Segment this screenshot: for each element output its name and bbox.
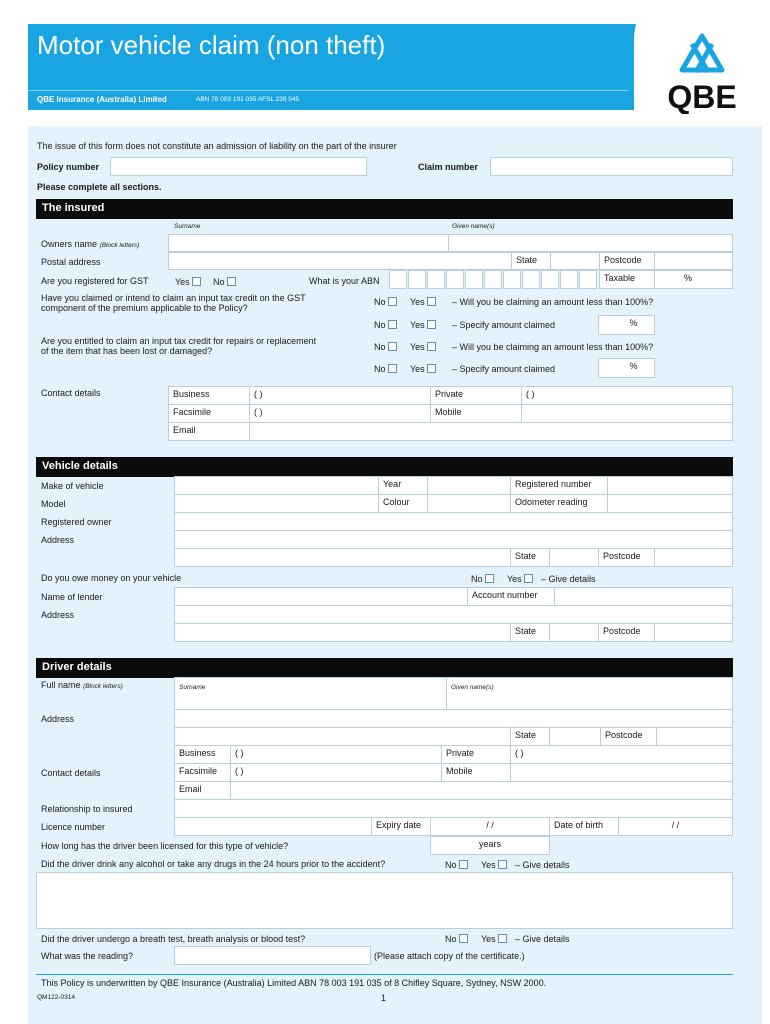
- itc2-yes-checkbox[interactable]: [427, 342, 436, 351]
- driver-private-input[interactable]: ( ): [510, 745, 733, 764]
- given-names-header: Given name(s): [452, 223, 495, 230]
- itc1-no[interactable]: No: [374, 297, 397, 307]
- qbe-logo-icon: [664, 32, 740, 114]
- vehicle-state-label: State: [510, 548, 550, 567]
- driver-business-label: Business: [174, 745, 231, 764]
- insurer-abn: ABN 78 003 191 035 AFSL 239 545: [196, 96, 300, 103]
- insured-business-label: Business: [168, 386, 250, 405]
- vehicle-postcode-input[interactable]: [654, 548, 733, 567]
- itc1-yes[interactable]: Yes: [410, 297, 436, 307]
- driver-address-input-2[interactable]: [174, 727, 511, 746]
- relationship-input[interactable]: [174, 799, 733, 818]
- itc1-amount-input[interactable]: %: [598, 315, 655, 335]
- state-label: State: [511, 252, 551, 270]
- insured-private-input[interactable]: ( ): [521, 386, 733, 405]
- itc2-yes[interactable]: Yes: [410, 342, 436, 352]
- itc-question-1-cont: component of the premium applicable to the Policy?: [41, 303, 248, 313]
- itc2-no[interactable]: No: [374, 342, 397, 352]
- reg-number-label: Registered number: [510, 476, 608, 495]
- breath-question: Did the driver undergo a breath test, breath analysis or blood test?: [41, 934, 306, 944]
- itc1-no-checkbox[interactable]: [388, 297, 397, 306]
- postcode-label: Postcode: [599, 252, 655, 270]
- colour-label: Colour: [378, 494, 428, 513]
- gst-yes[interactable]: Yes: [175, 277, 201, 287]
- lender-label: Name of lender: [41, 592, 103, 602]
- colour-input[interactable]: [427, 494, 511, 513]
- drink-yes-checkbox[interactable]: [498, 860, 507, 869]
- insured-contact-label: Contact details: [41, 388, 101, 398]
- postcode-input[interactable]: [654, 252, 733, 270]
- lender-address-input[interactable]: [174, 605, 733, 624]
- lender-postcode-label: Postcode: [598, 623, 655, 642]
- abn-digit-2[interactable]: [408, 270, 426, 289]
- insured-mobile-label: Mobile: [430, 404, 522, 423]
- vehicle-state-input[interactable]: [549, 548, 599, 567]
- claim-number-label: Claim number: [418, 162, 479, 172]
- section-vehicle-details: Vehicle details: [36, 457, 733, 477]
- drink-yes[interactable]: Yes: [481, 860, 507, 870]
- state-input[interactable]: [550, 252, 600, 270]
- form-code: QM122-0314: [37, 994, 75, 1001]
- odometer-input[interactable]: [607, 494, 733, 513]
- odometer-label: Odometer reading: [510, 494, 608, 513]
- owners-name-label: Owners name (Block letters): [41, 239, 140, 249]
- driver-mobile-label: Mobile: [441, 763, 511, 782]
- itc1b-yes-checkbox[interactable]: [427, 320, 436, 329]
- lender-state-label: State: [510, 623, 550, 642]
- insured-mobile-input[interactable]: [521, 404, 733, 423]
- reg-number-input[interactable]: [607, 476, 733, 495]
- licensed-question: How long has the driver been licensed for this type of vehicle?: [41, 841, 289, 851]
- instruction-text: Please complete all sections.: [37, 182, 162, 192]
- driver-state-input[interactable]: [549, 727, 601, 746]
- abn-digit-6[interactable]: [484, 270, 502, 289]
- driver-given-names-input[interactable]: [446, 677, 733, 710]
- postal-address-label: Postal address: [41, 257, 101, 267]
- section-the-insured: The insured: [36, 199, 733, 219]
- insured-fax-input[interactable]: ( ): [249, 404, 431, 423]
- insured-email-input[interactable]: [249, 422, 733, 441]
- itc2-no-checkbox[interactable]: [388, 342, 397, 351]
- itc2b-yes[interactable]: Yes: [410, 364, 436, 374]
- taxable-percent-input[interactable]: %: [654, 270, 733, 289]
- itc-question-2: Are you entitled to claim an input tax credit for repairs or replacement: [41, 336, 317, 346]
- claim-number-input[interactable]: [490, 157, 733, 176]
- relationship-label: Relationship to insured: [41, 804, 133, 814]
- reg-owner-input[interactable]: [174, 512, 733, 531]
- abn-digit-9[interactable]: [541, 270, 559, 289]
- section-driver-details: Driver details: [36, 658, 733, 678]
- itc1-less-question: – Will you be claiming an amount less than 100%?: [452, 297, 654, 307]
- gst-yes-checkbox[interactable]: [192, 277, 201, 286]
- vehicle-address-label: Address: [41, 535, 75, 545]
- licensed-years-input[interactable]: years: [430, 836, 550, 855]
- driver-fax-label: Facsimile: [174, 763, 231, 782]
- owe-yes-checkbox[interactable]: [524, 574, 533, 583]
- policy-number-input[interactable]: [110, 157, 367, 176]
- abn-digit-1[interactable]: [389, 270, 407, 289]
- underwritten-statement: This Policy is underwritten by QBE Insurance (Australia) Limited ABN 78 003 191 035 of 8 Chifley Square, Sydney, NSW 2000.: [41, 978, 547, 988]
- owe-question: Do you owe money on your vehicle: [41, 573, 182, 583]
- account-number-label: Account number: [467, 587, 555, 606]
- abn-question: What is your ABN: [309, 276, 380, 286]
- qbe-logo-text: QBE: [667, 79, 737, 114]
- reading-question: What was the reading?: [41, 951, 134, 961]
- insured-business-input[interactable]: ( ): [249, 386, 431, 405]
- driver-email-label: Email: [174, 781, 231, 800]
- gst-no-checkbox[interactable]: [227, 277, 236, 286]
- abn-digit-8[interactable]: [522, 270, 540, 289]
- driver-email-input[interactable]: [230, 781, 733, 800]
- insured-private-label: Private: [430, 386, 522, 405]
- expiry-input[interactable]: / /: [430, 817, 550, 836]
- itc2-specify-label: – Specify amount claimed: [452, 364, 556, 374]
- itc2b-no-checkbox[interactable]: [388, 364, 397, 373]
- dob-label: Date of birth: [549, 817, 619, 836]
- owe-no[interactable]: No: [471, 574, 494, 584]
- itc1b-no-checkbox[interactable]: [388, 320, 397, 329]
- policy-number-label: Policy number: [37, 162, 100, 172]
- owners-given-names-input[interactable]: [448, 234, 733, 252]
- itc-question-1: Have you claimed or intend to claim an input tax credit on the GST: [41, 293, 306, 303]
- driver-state-label: State: [510, 727, 550, 746]
- qbe-logo: [664, 32, 740, 114]
- reading-input[interactable]: [174, 946, 371, 965]
- abn-digit-10[interactable]: [560, 270, 578, 289]
- form-title: Motor vehicle claim (non theft): [37, 30, 386, 60]
- itc1-yes-checkbox[interactable]: [427, 297, 436, 306]
- abn-digit-3[interactable]: [427, 270, 445, 289]
- owners-surname-input[interactable]: [168, 234, 449, 252]
- itc-question-2-cont: of the item that has been lost or damaged?: [41, 346, 213, 356]
- driver-surname-header: Surname: [179, 684, 206, 691]
- driver-given-names-header: Given name(s): [451, 684, 494, 691]
- reg-owner-label: Registered owner: [41, 517, 112, 527]
- account-number-input[interactable]: [554, 587, 733, 606]
- owe-give-details: – Give details: [541, 574, 596, 584]
- drink-no-checkbox[interactable]: [459, 860, 468, 869]
- expiry-label: Expiry date: [371, 817, 431, 836]
- itc2-less-question: – Will you be claiming an amount less than 100%?: [452, 342, 654, 352]
- driver-full-name-label: Full name (Block letters): [41, 680, 123, 690]
- model-label: Model: [41, 499, 66, 509]
- itc1b-no[interactable]: No: [374, 320, 397, 330]
- driver-address-input[interactable]: [174, 709, 733, 728]
- owe-yes[interactable]: Yes: [507, 574, 533, 584]
- make-label: Make of vehicle: [41, 481, 104, 491]
- abn-digit-7[interactable]: [503, 270, 521, 289]
- itc2b-yes-checkbox[interactable]: [427, 364, 436, 373]
- attach-certificate-note: (Please attach copy of the certificate.): [374, 951, 525, 961]
- insured-email-label: Email: [168, 422, 250, 441]
- driver-fax-input[interactable]: ( ): [230, 763, 442, 782]
- dob-input[interactable]: / /: [618, 817, 733, 836]
- gst-no[interactable]: No: [213, 277, 236, 287]
- vehicle-address-input-2[interactable]: [174, 548, 511, 567]
- page-number: 1: [381, 993, 387, 1003]
- driver-postcode-input[interactable]: [656, 727, 733, 746]
- postal-address-input[interactable]: [168, 252, 512, 270]
- driver-postcode-label: Postcode: [600, 727, 657, 746]
- insured-fax-label: Facsimile: [168, 404, 250, 423]
- driver-surname-input[interactable]: [174, 677, 447, 710]
- abn-digit-11[interactable]: [579, 270, 597, 289]
- licence-label: Licence number: [41, 822, 106, 832]
- year-input[interactable]: [427, 476, 511, 495]
- drink-question: Did the driver drink any alcohol or take any drugs in the 24 hours prior to the accident?: [41, 859, 386, 869]
- abn-digit-5[interactable]: [465, 270, 483, 289]
- breath-no-checkbox[interactable]: [459, 934, 468, 943]
- breath-yes[interactable]: Yes: [481, 934, 507, 944]
- itc1b-yes[interactable]: Yes: [410, 320, 436, 330]
- driver-private-label: Private: [441, 745, 511, 764]
- owe-no-checkbox[interactable]: [485, 574, 494, 583]
- taxable-label: Taxable: [599, 270, 655, 289]
- header-divider: [28, 90, 628, 91]
- driver-business-input[interactable]: ( ): [230, 745, 442, 764]
- itc1-specify-label: – Specify amount claimed: [452, 320, 556, 330]
- licence-input[interactable]: [174, 817, 372, 836]
- drink-give-details: – Give details: [515, 860, 570, 870]
- lender-state-input[interactable]: [549, 623, 599, 642]
- drink-details-textarea[interactable]: [36, 872, 733, 929]
- model-input[interactable]: [174, 494, 379, 513]
- driver-address-label: Address: [41, 714, 75, 724]
- vehicle-address-input[interactable]: [174, 530, 733, 549]
- make-input[interactable]: [174, 476, 379, 495]
- breath-no[interactable]: No: [445, 934, 468, 944]
- itc2-amount-input[interactable]: %: [598, 358, 655, 378]
- vehicle-postcode-label: Postcode: [598, 548, 655, 567]
- abn-digit-4[interactable]: [446, 270, 464, 289]
- year-label: Year: [378, 476, 428, 495]
- disclaimer: The issue of this form does not constitute an admission of liability on the part of the insurer: [37, 141, 397, 151]
- footer-divider: [36, 974, 733, 975]
- driver-contact-label: Contact details: [41, 768, 101, 778]
- surname-header: Surname: [174, 223, 201, 230]
- breath-give-details: – Give details: [515, 934, 570, 944]
- lender-address-input-2[interactable]: [174, 623, 511, 642]
- lender-postcode-input[interactable]: [654, 623, 733, 642]
- lender-input[interactable]: [174, 587, 468, 606]
- drink-no[interactable]: No: [445, 860, 468, 870]
- breath-yes-checkbox[interactable]: [498, 934, 507, 943]
- gst-question: Are you registered for GST: [41, 276, 149, 286]
- insurer-name: QBE Insurance (Australia) Limited: [37, 95, 167, 104]
- lender-address-label: Address: [41, 610, 75, 620]
- itc2b-no[interactable]: No: [374, 364, 397, 374]
- driver-mobile-input[interactable]: [510, 763, 733, 782]
